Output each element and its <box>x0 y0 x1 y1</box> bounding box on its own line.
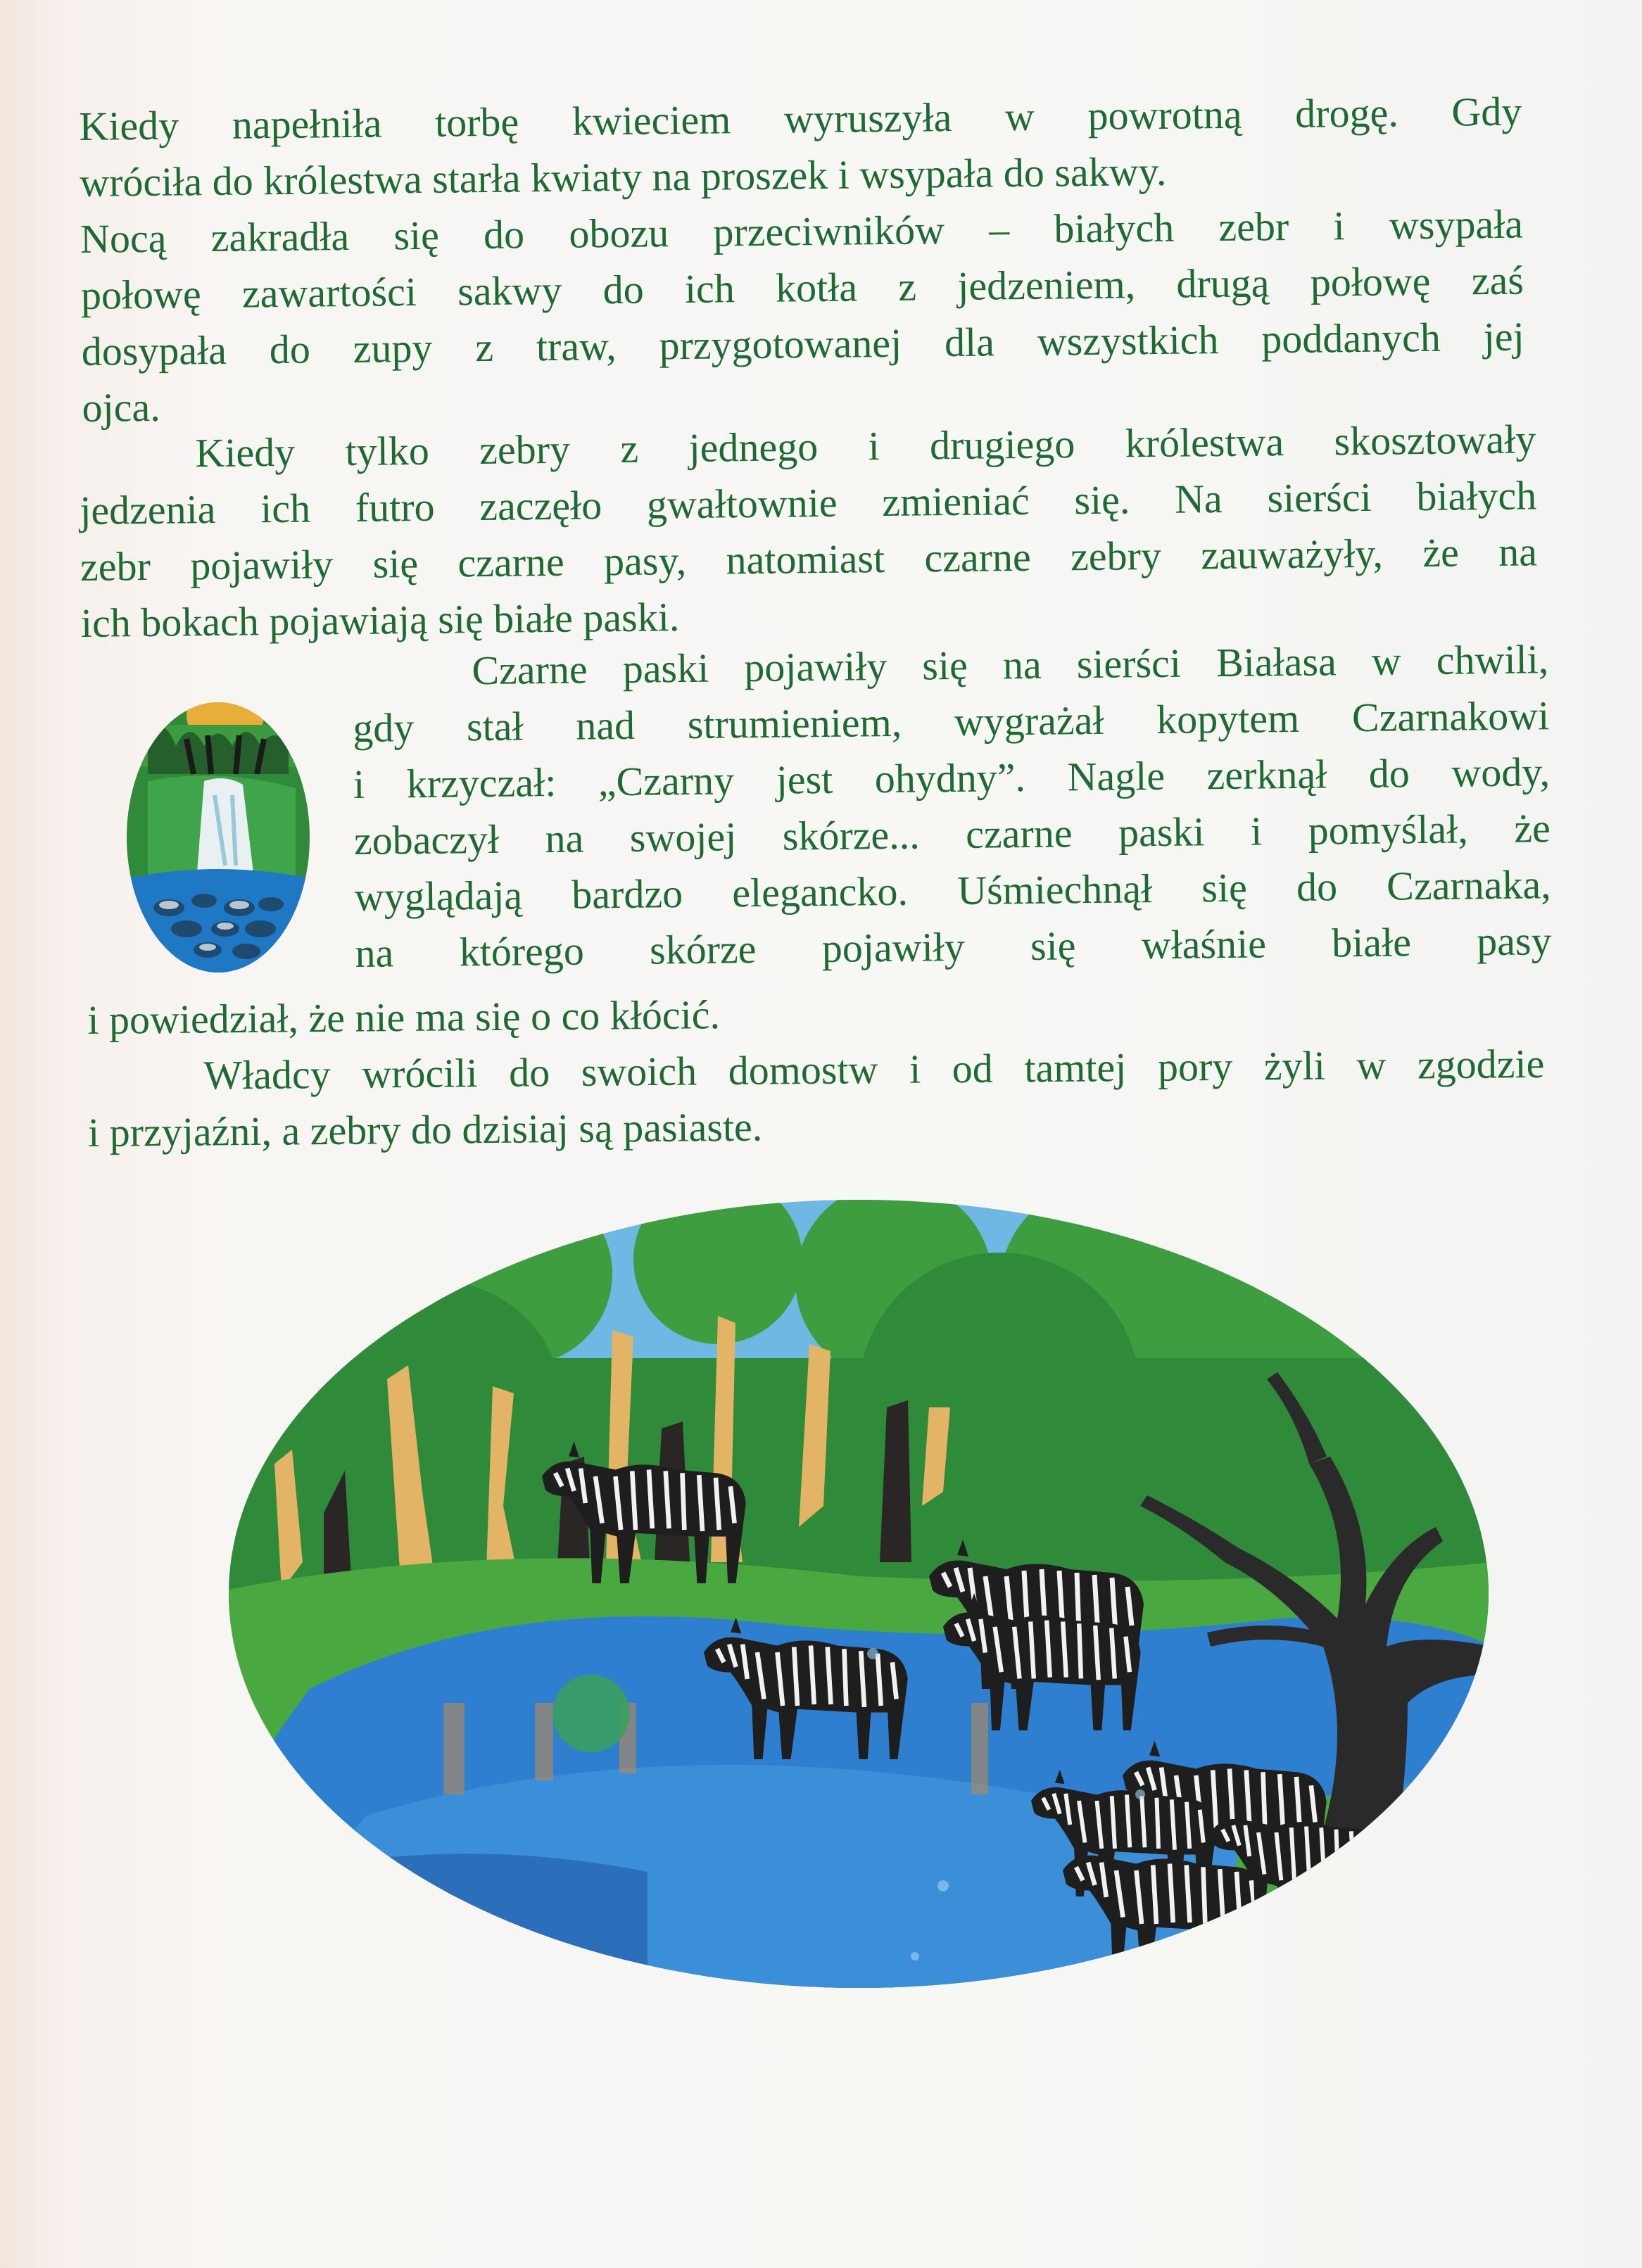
text-line: dosypała do zupy z traw, przygotowanej dla wszystkich poddanych jej <box>81 313 1524 374</box>
paragraph-2 <box>79 411 1538 652</box>
text-line: wróciła do królestwa starła kwiaty na proszek i wsypała do sakwy. <box>79 148 1167 205</box>
text-line: i powiedział, że nie ma się o co kłócić. <box>87 992 721 1043</box>
paragraph-4 <box>87 1036 1545 1161</box>
text-line: ojca. <box>82 384 161 431</box>
text-line: gdy stał nad strumieniem, wygrażał kopytem Czarnakowi <box>352 692 1550 751</box>
text-line: ich bokach pojawiają się białe paski. <box>80 594 680 646</box>
paragraph-3 <box>352 631 1552 982</box>
text-line: jedzenia ich futro zaczęło gwałtownie zmieniać się. Na sierści białych <box>79 472 1537 533</box>
text-line: Władcy wrócili do swoich domostw i od tamtej pory żyli w zgodzie <box>203 1040 1545 1098</box>
text-line: i krzyczał: „Czarny jest ohydny”. Nagle zerknął do wody, <box>353 749 1551 807</box>
text-line: Czarne paski pojawiły się na sierści Białasa w chwili, <box>472 636 1549 694</box>
text-line: wyglądają bardzo elegancko. Uśmiechnął się do Czarnaka, <box>354 861 1552 920</box>
text-line: zobaczył na swojej skórze... czarne paski i pomyślał, że <box>353 805 1551 863</box>
text-line: połowę zawartości sakwy do ich kotła z jedzeniem, drugą połowę zaś <box>80 257 1524 318</box>
text-line: Kiedy tylko zebry z jednego i drugiego królestwa skosztowały <box>195 416 1536 476</box>
text-line: Kiedy napełniła torbę kwieciem wyruszyła w powrotną drogę. Gdy <box>79 88 1522 149</box>
paragraph-1 <box>79 84 1525 436</box>
text-line: na którego skórze pojawiły się właśnie białe pasy <box>355 918 1552 976</box>
waterfall-illustration <box>120 697 317 978</box>
zebras-river-illustration <box>225 1196 1492 1991</box>
text-line: i przyjaźni, a zebry do dzisiaj są pasiaste. <box>87 1103 763 1155</box>
text-line: zebr pojawiły się czarne pasy, natomiast czarne zebry zauważyły, że na <box>80 528 1538 590</box>
text-line: Nocą zakradła się do obozu przeciwników – białych zebr i wsypała <box>80 201 1524 262</box>
